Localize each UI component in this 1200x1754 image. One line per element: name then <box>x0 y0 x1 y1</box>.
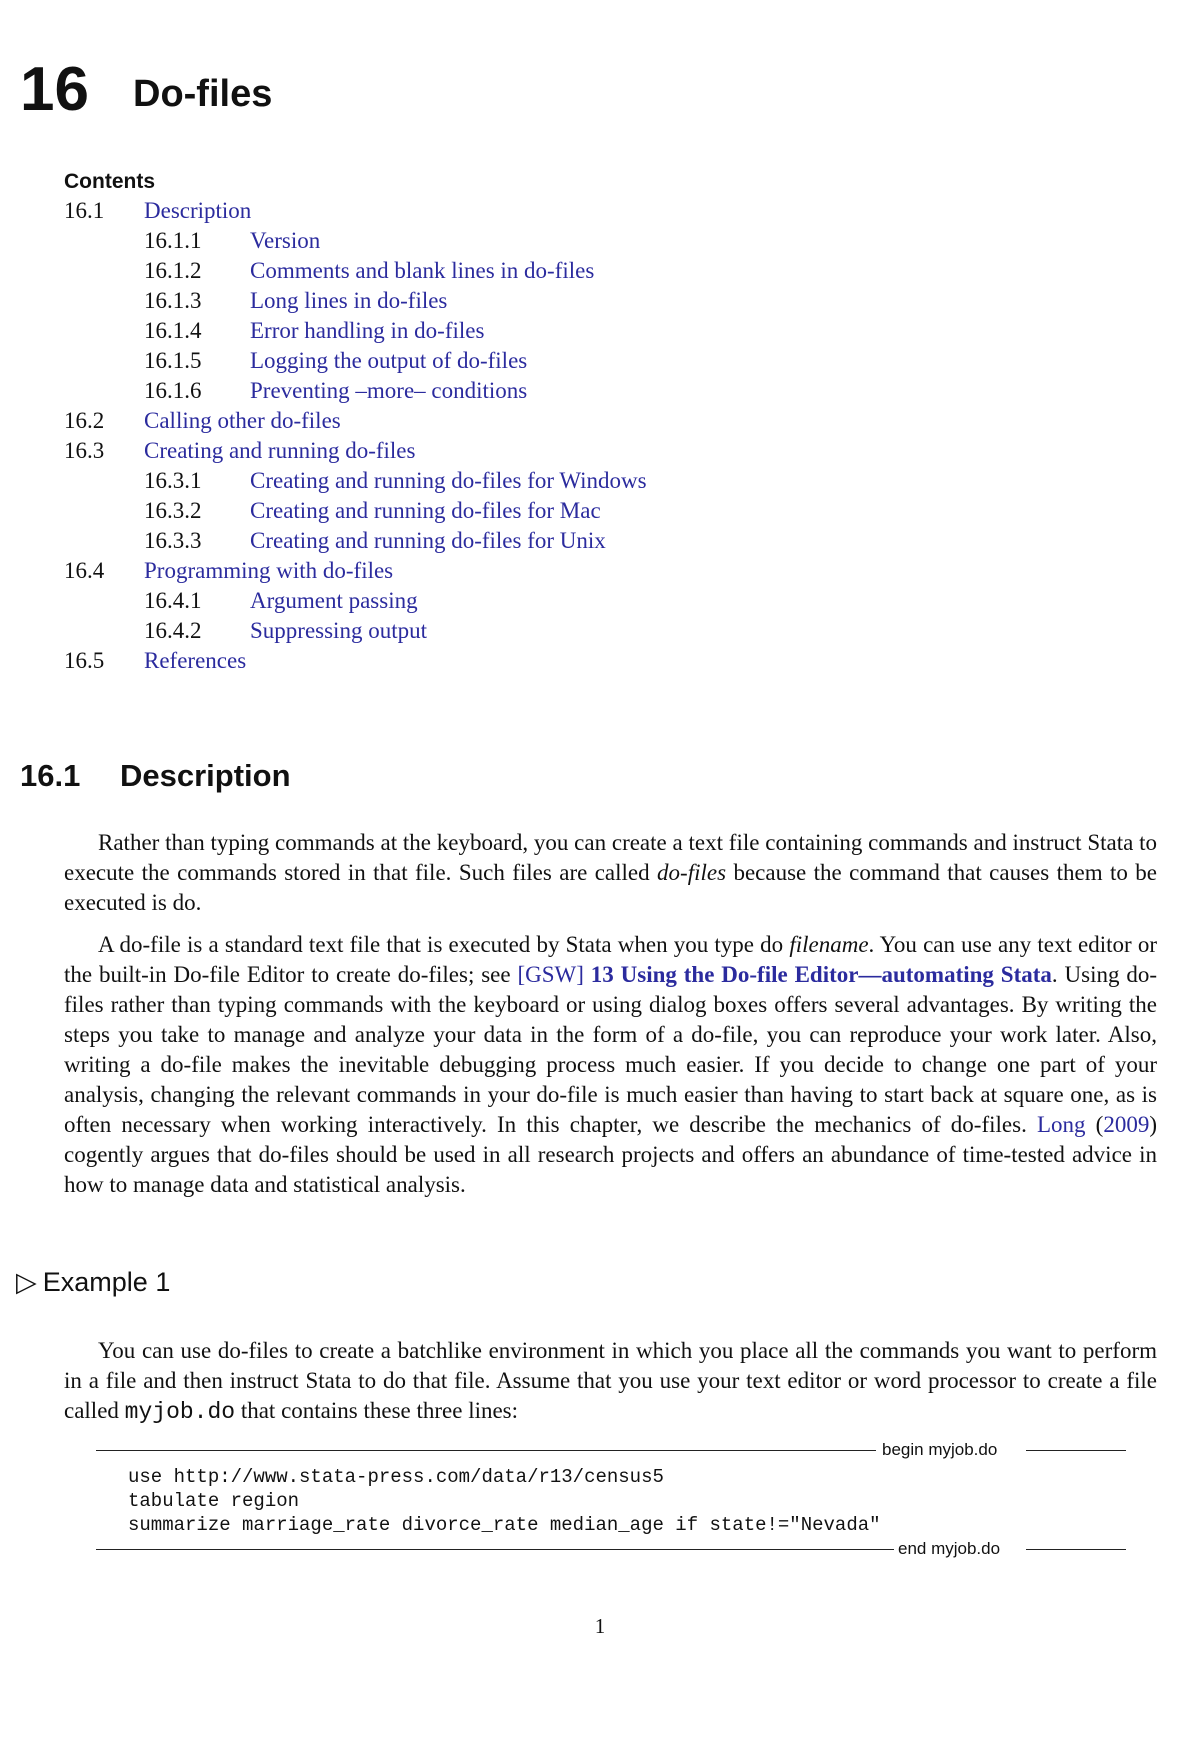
toc-entry-link[interactable]: Argument passing <box>250 588 418 613</box>
toc-entry-number: 16.3.1 <box>144 468 202 493</box>
paragraph-text: because the command that causes them to be executed is do. <box>64 860 1158 915</box>
toc-entry-number: 16.3 <box>64 438 105 463</box>
toc-entry-link[interactable]: Long lines in do-files <box>250 288 448 313</box>
toc-entry <box>64 376 647 406</box>
toc-entry-number: 16.2 <box>64 408 105 433</box>
rule-line <box>96 1450 876 1451</box>
toc-entry-number: 16.1.3 <box>144 288 202 313</box>
toc-entry-link[interactable]: Error handling in do-files <box>250 318 485 343</box>
chapter-header <box>20 54 272 125</box>
toc-entry-number: 16.4.2 <box>144 618 202 643</box>
toc-entry-link[interactable]: Creating and running do-files for Unix <box>250 528 606 553</box>
toc-entry-number: 16.1.1 <box>144 228 202 253</box>
gsw-chapter-link[interactable]: 13 Using the Do-file Editor—automating Stata <box>590 962 1052 987</box>
toc-entry-link[interactable]: Programming with do-files <box>144 558 394 583</box>
toc-heading: Contents <box>64 170 155 193</box>
toc-entry <box>64 286 647 316</box>
toc-entry-link[interactable]: Creating and running do-files <box>144 438 416 463</box>
toc-entry-number: 16.4.1 <box>144 588 202 613</box>
paragraph-text: You can use do-files to create a batchlike environment in which you place all the commands you want to perform in a file and then instruct Stata to do that file. Assume that you use your text editor or word processor to create a file called <box>64 1338 1157 1423</box>
toc-entry-link[interactable]: Version <box>250 228 321 253</box>
toc-entry-link[interactable]: Creating and running do-files for Mac <box>250 498 601 523</box>
toc-entry <box>64 556 647 586</box>
paragraph-text: . Using do-files rather than typing commands with the keyboard or using dialog boxes offers several advantages. By writing the steps you take to manage and analyze your data in the form of a do-file, you can reproduce your work later. Also, writing a do-file makes the inevitable debugging process much easier. If you decide to change one part of your analysis, changing the relevant commands in your do-file is much easier than having to start back at square one, as is often necessary when working interactively. In this chapter, we describe the mechanics of do-files. <box>64 962 1158 1137</box>
toc-entry <box>64 196 647 226</box>
toc-entry-link[interactable]: References <box>144 648 247 673</box>
citation-year-link[interactable]: 2009 <box>1103 1112 1150 1137</box>
inline-code-filename: myjob.do <box>124 1399 236 1425</box>
paragraph-text: A do-file is a standard text file that is executed by Stata when you type do <box>98 932 790 957</box>
paragraph-text: Rather than typing commands at the keyboard, you can create a text file containing commands and instruct Stata to execute the commands stored in that file. Such files are called <box>64 830 1157 885</box>
toc-entry-link[interactable]: Description <box>144 198 252 223</box>
toc-entry <box>64 586 647 616</box>
code-line: tabulate region <box>128 1490 300 1512</box>
toc-entry-number: 16.1.4 <box>144 318 202 343</box>
rule-line <box>1026 1450 1126 1451</box>
rule-line <box>96 1549 894 1550</box>
toc-entry <box>64 496 647 526</box>
section-title: Description <box>120 758 291 793</box>
toc-entry-number: 16.1 <box>64 198 105 223</box>
toc-entry <box>64 316 647 346</box>
rule-line <box>1026 1549 1126 1550</box>
toc-entry <box>64 406 647 436</box>
toc-entry <box>64 616 647 646</box>
toc-entry-link[interactable]: Calling other do-files <box>144 408 341 433</box>
toc-entry <box>64 346 647 376</box>
file-begin-rule <box>96 1440 1126 1460</box>
toc-entry-number: 16.5 <box>64 648 105 673</box>
toc-entry-number: 16.1.5 <box>144 348 202 373</box>
toc-entry-link[interactable]: Logging the output of do-files <box>250 348 528 373</box>
example-heading <box>16 1267 170 1298</box>
citation-paren: ) <box>1149 1112 1157 1137</box>
paragraph-example <box>64 1336 1157 1427</box>
toc-entry-number: 16.4 <box>64 558 105 583</box>
paragraph-description-2 <box>64 930 1157 1200</box>
chapter-number: 16 <box>20 55 89 124</box>
toc-entry <box>64 526 647 556</box>
toc-entry <box>64 226 647 256</box>
citation-paren: ( <box>1085 1112 1104 1137</box>
toc-entry-link[interactable]: Comments and blank lines in do-files <box>250 258 595 283</box>
toc-entry <box>64 646 647 676</box>
section-heading <box>20 758 291 794</box>
toc-entry <box>64 256 647 286</box>
file-end-label: end myjob.do <box>898 1539 1001 1558</box>
triangle-marker-icon: ▷ <box>16 1267 37 1297</box>
toc-entry <box>64 436 647 466</box>
paragraph-text: that contains these three lines: <box>235 1398 519 1423</box>
paragraph-text: . You can use any text editor or the built-in Do-file Editor to create do-files; see <box>64 932 1157 987</box>
code-line: use http://www.stata-press.com/data/r13/census5 <box>128 1466 664 1488</box>
toc-entry-number: 16.1.6 <box>144 378 202 403</box>
toc-entry-number: 16.1.2 <box>144 258 202 283</box>
code-line: summarize marriage_rate divorce_rate median_age if state!="Nevada" <box>128 1514 881 1536</box>
paragraph-text: cogently argues that do-files should be used in all research projects and offers an abundance of time-tested advice in how to manage data and statistical analysis. <box>64 1142 1157 1197</box>
emphasis-term: do-files <box>657 860 727 885</box>
code-block <box>128 1465 881 1537</box>
toc-entry-link[interactable]: Suppressing output <box>250 618 427 643</box>
section-number: 16.1 <box>20 758 81 793</box>
toc-list <box>64 196 647 676</box>
toc-entry <box>64 466 647 496</box>
paragraph-description-1 <box>64 828 1157 918</box>
citation-author-link[interactable]: Long <box>1036 1112 1086 1137</box>
toc-entry-link[interactable]: Creating and running do-files for Windows <box>250 468 647 493</box>
file-begin-label: begin myjob.do <box>882 1440 998 1459</box>
emphasis-term: filename <box>789 932 869 957</box>
example-label: Example 1 <box>42 1267 171 1297</box>
table-of-contents <box>64 168 647 676</box>
toc-entry-number: 16.3.2 <box>144 498 202 523</box>
manual-reference-link[interactable]: [GSW] <box>517 962 584 987</box>
file-end-rule <box>96 1539 1126 1559</box>
chapter-title: Do-files <box>133 73 273 115</box>
toc-entry-number: 16.3.3 <box>144 528 202 553</box>
page-number: 1 <box>594 1614 606 1638</box>
toc-entry-link[interactable]: Preventing –more– conditions <box>250 378 528 403</box>
